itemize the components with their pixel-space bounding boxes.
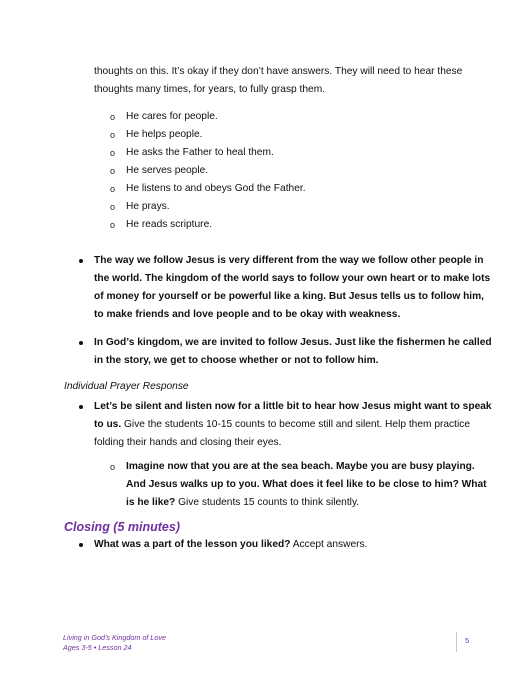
prayer-line-1: Let’s be silent and listen now for a little bit to hear how Jesus might want to speak [94,401,492,412]
list-item: He asks the Father to heal them. [126,147,274,158]
section-heading-closing: Closing (5 minutes) [64,520,180,534]
footer-title: Living in God’s Kingdom of Love [63,633,166,642]
list-item: He listens to and obeys God the Father. [126,183,306,194]
list-bullet-o: o [110,148,116,158]
follow-jesus-line-1: The way we follow Jesus is very different from the way we follow other people in [94,255,484,266]
prayer-line-3: folding their hands and closing their eyes. [94,437,282,448]
footer-divider [456,632,457,652]
list-item: He cares for people. [126,111,218,122]
list-bullet-o: o [110,184,116,194]
list-bullet-o: o [110,202,116,212]
bullet-dot [79,259,83,263]
follow-jesus-line-2: the world. The kingdom of the world says to follow your own heart or to make lots [94,273,491,284]
footer-subtitle: Ages 3-5 • Lesson 24 [63,643,132,652]
bullet-dot [79,405,83,409]
kingdom-line-1: In God’s kingdom, we are invited to follow Jesus. Just like the fishermen he called [94,337,492,348]
follow-jesus-line-3: of money for yourself or be powerful like a king. But Jesus tells us to follow him, [94,291,485,302]
list-item: He serves people. [126,165,209,176]
imagine-line-1: Imagine now that you are at the sea beach. Maybe you are busy playing. [126,461,475,472]
bullet-dot [79,543,83,547]
imagine-line-2: And Jesus walks up to you. What does it feel like to be close to him? What [126,479,487,490]
list-item: He reads scripture. [126,219,213,230]
intro-line-2: thoughts many times, for years, to fully grasp them. [94,84,326,95]
intro-line-1: thoughts on this. It’s okay if they don’t have answers. They will need to hear these [94,66,463,77]
section-heading-prayer: Individual Prayer Response [64,381,189,392]
list-bullet-o: o [110,166,116,176]
follow-jesus-line-4: to make friends and love people and to be okay with weakness. [94,309,401,320]
list-bullet-o: o [110,130,116,140]
list-bullet-o: o [110,462,116,472]
list-bullet-o: o [110,220,116,230]
page-number: 5 [465,636,470,645]
list-item: He prays. [126,201,170,212]
prayer-line-2: to us. Give the students 10-15 counts to become still and silent. Help them practice [94,419,470,430]
list-bullet-o: o [110,112,116,122]
bullet-dot [79,341,83,345]
closing-line: What was a part of the lesson you liked? Accept answers. [94,539,368,550]
imagine-line-3: is he like? Give students 15 counts to think silently. [126,497,360,508]
kingdom-line-2: in the story, we get to choose whether or not to follow him. [94,355,379,366]
list-item: He helps people. [126,129,203,140]
